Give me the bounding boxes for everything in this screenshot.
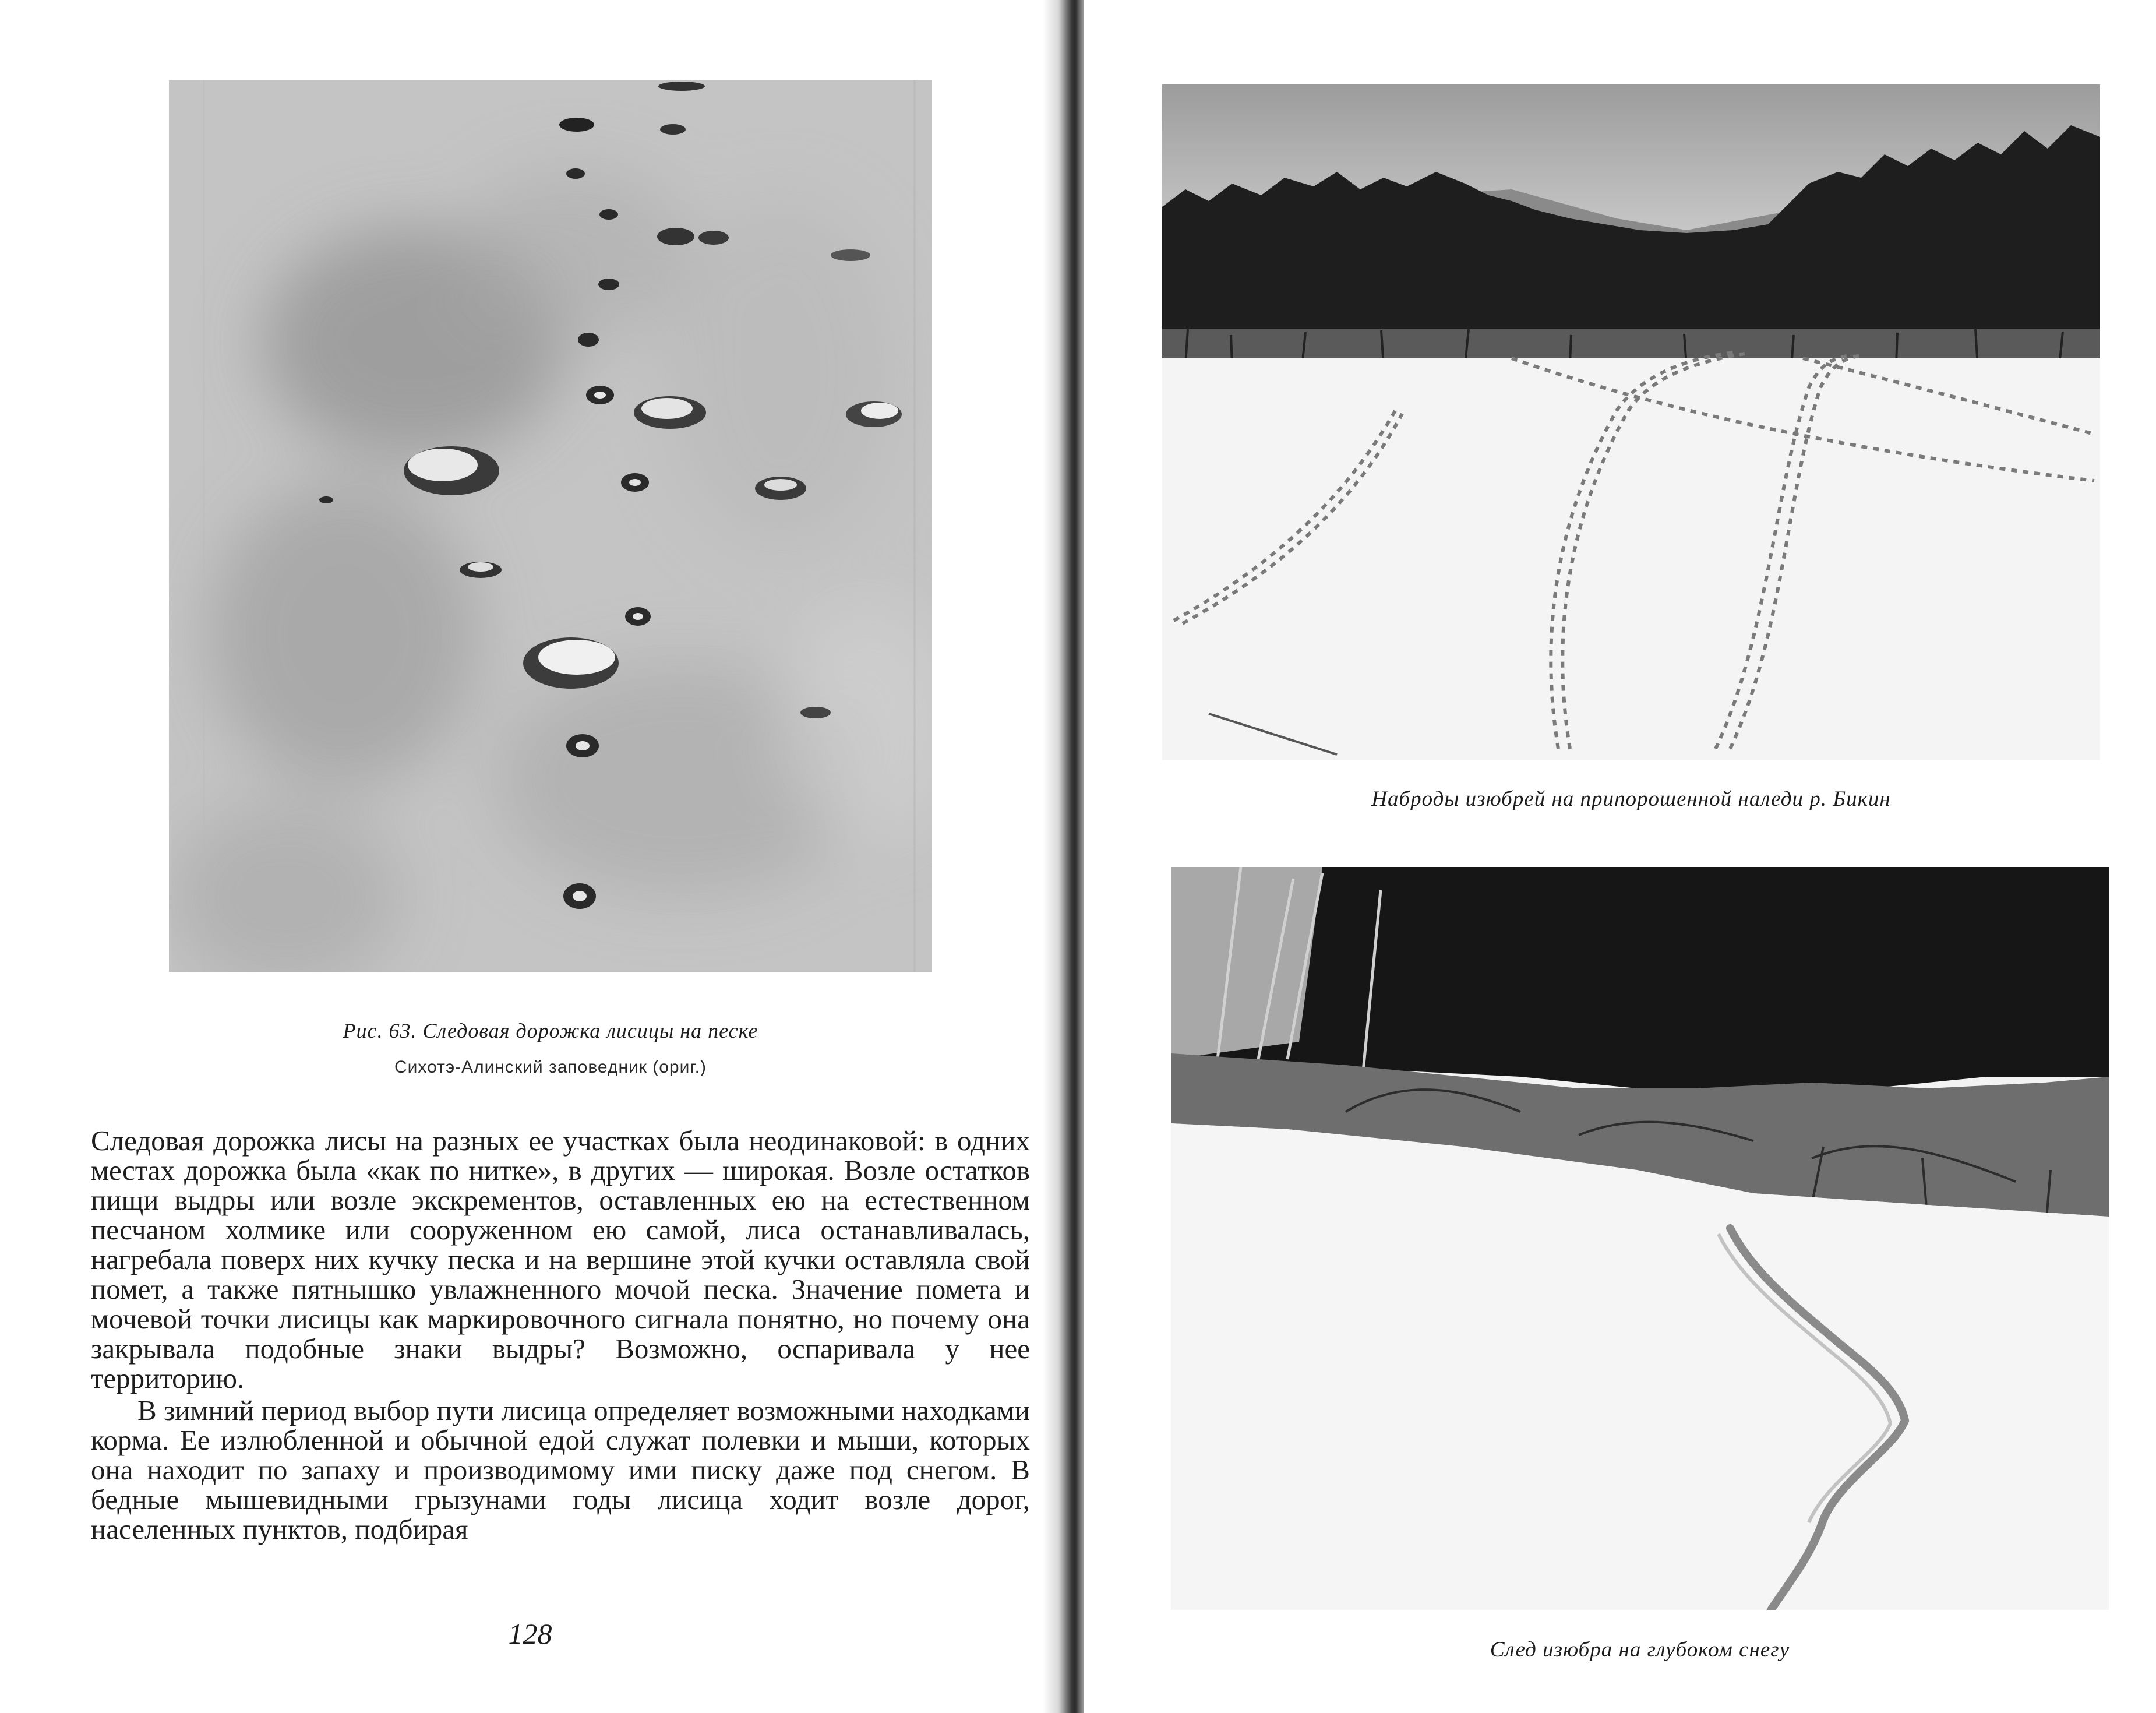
figure-label: Рис. 63. [343, 1019, 417, 1042]
figure-caption [169, 1018, 932, 1043]
paragraph-2: В зимний период выбор пути лисица определяет возможными находками корма. Ее излюбленной и обычной едой служат полевки и мыши, которых она находит по запаху и производимому ими писку даже под снегом. В бедные мышевидными грызунами годы лисица ходит возле дорог, населенных пунктов, подбирая [91, 1394, 1030, 1545]
deep-snow-track-photo [1171, 867, 2109, 1610]
deer-trails-photo [1162, 84, 2100, 760]
figure-source: Сихотэ-Алинский заповедник (ориг.) [394, 1058, 707, 1077]
body-text [91, 1126, 1030, 1544]
bottom-photo-caption: След изюбра на глубоком снегу [1490, 1638, 1790, 1662]
left-page [0, 0, 1060, 1713]
right-page [1084, 0, 2156, 1713]
fox-tracks-photo [169, 80, 932, 972]
figure-caption-text: Следовая дорожка лисицы на песке [422, 1019, 758, 1042]
top-photo-caption: Наброды изюбрей на припорошенной наледи р. Бикин [1371, 787, 1891, 811]
paragraph-1: Следовая дорожка лисы на разных ее участках была неодинаковой: в одних местах дорожка была «как по нитке», в других — широкая. Возле остатков пищи выдры или возле экскрементов, оставленных ею на естественном песчаном холмике или сооруженном ею самой, лиса останавливалась, нагребала поверх них кучку песка и на вершине этой кучки оставляла свой помет, а также пятнышко увлажненного мочой песка. Значение помета и мочевой точки лисицы как маркировочного сигнала понятно, но почему она закрывала подобные знаки выдры? Возможно, оспаривала у нее территорию. [91, 1125, 1030, 1394]
page-number: 128 [508, 1617, 552, 1650]
